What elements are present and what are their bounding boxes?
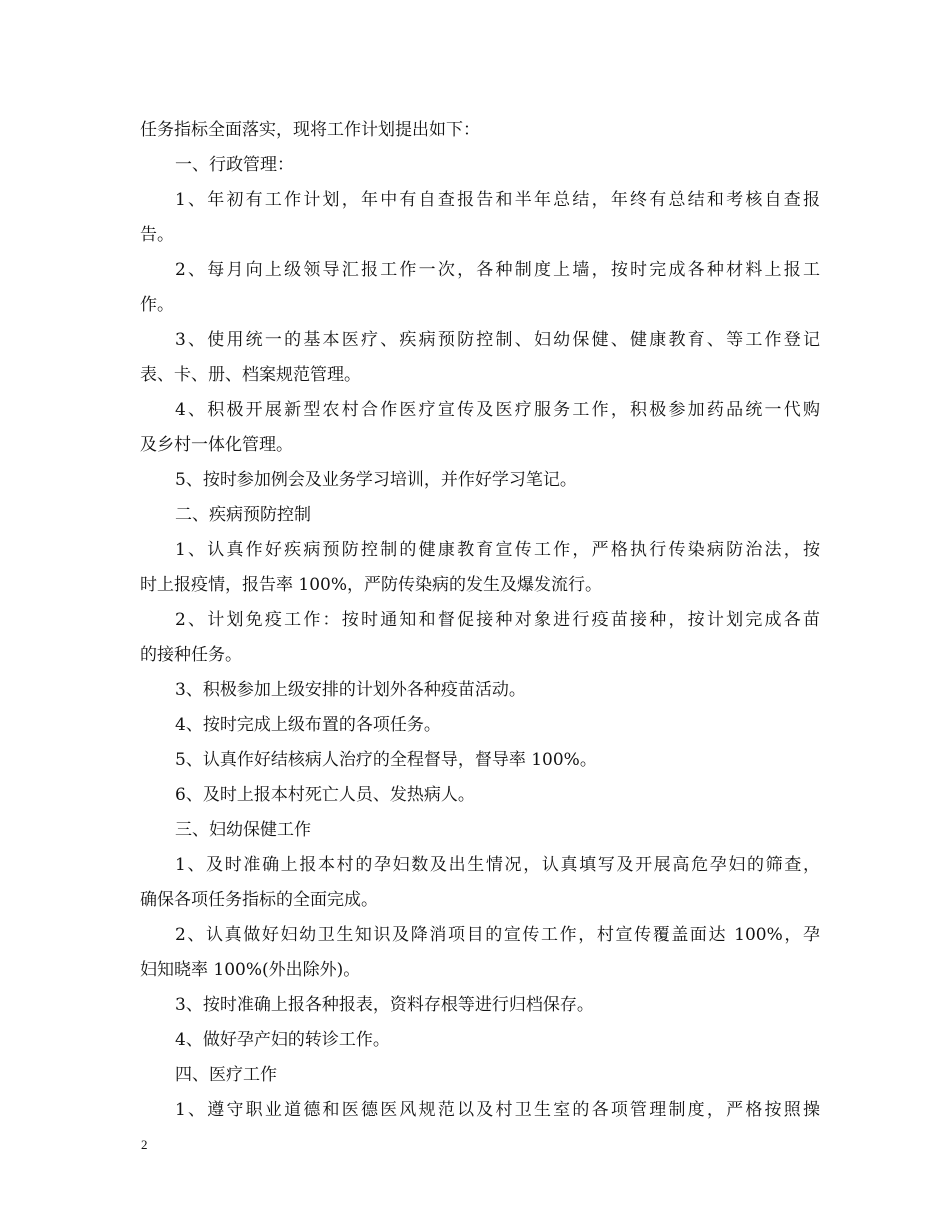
- text-line: 5、认真作好结核病人治疗的全程督导，督导率 100%。: [175, 750, 597, 770]
- text-line: 表、卡、册、档案规范管理。: [140, 365, 361, 385]
- text-line: 4、做好孕产妇的转诊工作。: [175, 1030, 390, 1050]
- text-line: 2、计划免疫工作：按时通知和督促接种对象进行疫苗接种，按计划完成各苗: [175, 610, 820, 630]
- text-line: 妇知晓率 100%(外出除外)。: [140, 960, 361, 980]
- text-line: 3、积极参加上级安排的计划外各种疫苗活动。: [175, 680, 526, 700]
- text-line: 6、及时上报本村死亡人员、发热病人。: [175, 785, 475, 805]
- text-line: 4、按时完成上级布置的各项任务。: [175, 715, 441, 735]
- text-line: 时上报疫情，报告率 100%，严防传染病的发生及爆发流行。: [140, 575, 603, 595]
- text-line: 3、使用统一的基本医疗、疾病预防控制、妇幼保健、健康教育、等工作登记: [175, 330, 820, 350]
- page-number: 2: [141, 1137, 148, 1152]
- text-line: 及乡村一体化管理。: [140, 435, 293, 455]
- text-line: 5、按时参加例会及业务学习培训，并作好学习笔记。: [175, 470, 577, 490]
- text-line: 告。: [140, 225, 174, 245]
- text-line: 2、每月向上级领导汇报工作一次，各种制度上墙，按时完成各种材料上报工: [175, 260, 820, 280]
- text-line: 作。: [140, 295, 174, 315]
- text-line: 任务指标全面落实，现将工作计划提出如下：: [140, 120, 480, 140]
- text-line: 1、认真作好疾病预防控制的健康教育宣传工作，严格执行传染病防治法，按: [175, 540, 820, 560]
- text-line: 2、认真做好妇幼卫生知识及降消项目的宣传工作，村宣传覆盖面达 100%，孕: [175, 925, 820, 945]
- section-heading: 四、医疗工作: [175, 1065, 277, 1085]
- text-line: 确保各项任务指标的全面完成。: [140, 890, 378, 910]
- text-line: 1、及时准确上报本村的孕妇数及出生情况，认真填写及开展高危孕妇的筛查，: [175, 855, 820, 875]
- text-line: 1、年初有工作计划，年中有自查报告和半年总结，年终有总结和考核自查报: [175, 190, 820, 210]
- text-line: 4、积极开展新型农村合作医疗宣传及医疗服务工作，积极参加药品统一代购: [175, 400, 820, 420]
- text-line: 的接种任务。: [140, 645, 242, 665]
- section-heading: 三、妇幼保健工作: [175, 820, 311, 840]
- text-line: 3、按时准确上报各种报表，资料存根等进行归档保存。: [175, 995, 594, 1015]
- section-heading: 二、疾病预防控制: [175, 505, 311, 525]
- section-heading: 一、行政管理：: [175, 155, 294, 175]
- text-line: 1、遵守职业道德和医德医风规范以及村卫生室的各项管理制度，严格按照操: [175, 1100, 820, 1120]
